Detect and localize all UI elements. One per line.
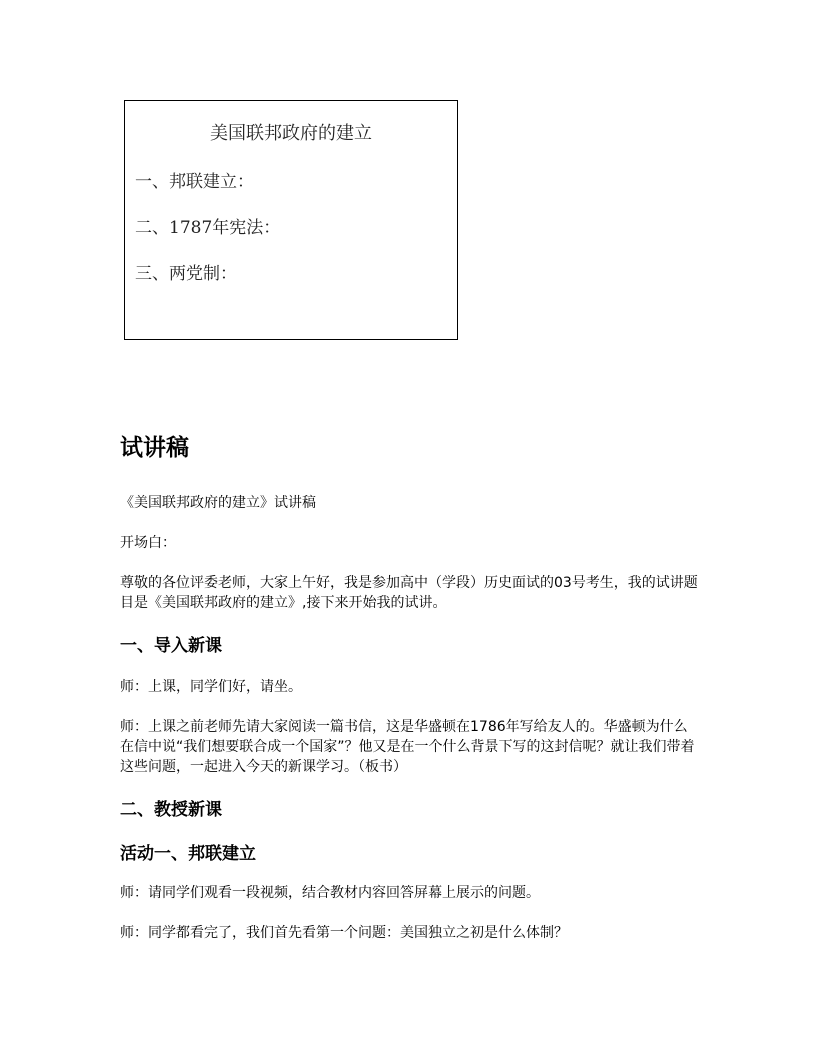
activity-paragraph-1: 师：请同学们观看一段视频，结合教材内容回答屏幕上展示的问题。 [120,885,540,901]
board-title: 美国联邦政府的建立 [210,123,372,144]
document-title: 试讲稿 [120,435,189,461]
document-subtitle: 《美国联邦政府的建立》试讲稿 [120,495,316,511]
opening-label: 开场白： [120,535,176,551]
activity-paragraph-2: 师：同学都看完了，我们首先看第一个问题：美国独立之初是什么体制？ [120,925,568,941]
board-item-2: 二、1787年宪法： [135,218,281,238]
section-heading-intro: 一、导入新课 [120,636,222,656]
board-item-3: 三、两党制： [135,264,237,284]
section-heading-teaching: 二、教授新课 [120,800,222,820]
document-body [120,430,700,963]
intro-paragraph-2: 师：上课之前老师先请大家阅读一篇书信，这是华盛顿在1786年写给友人的。华盛顿为什么在信中说“我们想要联合成一个国家”？他又是在一个什么背景下写的这封信呢？就让我们带着这些问题，一起进入今天的新课学习。（板书） [120,719,695,775]
intro-paragraph-1: 师：上课，同学们好，请坐。 [120,679,302,695]
board-item-1: 一、邦联建立： [135,172,254,192]
opening-paragraph: 尊敬的各位评委老师，大家上午好，我是参加高中（学段）历史面试的03号考生，我的试讲题目是《美国联邦政府的建立》,接下来开始我的试讲。 [120,575,698,611]
blackboard-outline-box [124,100,458,340]
activity-heading-1: 活动一、邦联建立 [120,844,256,864]
